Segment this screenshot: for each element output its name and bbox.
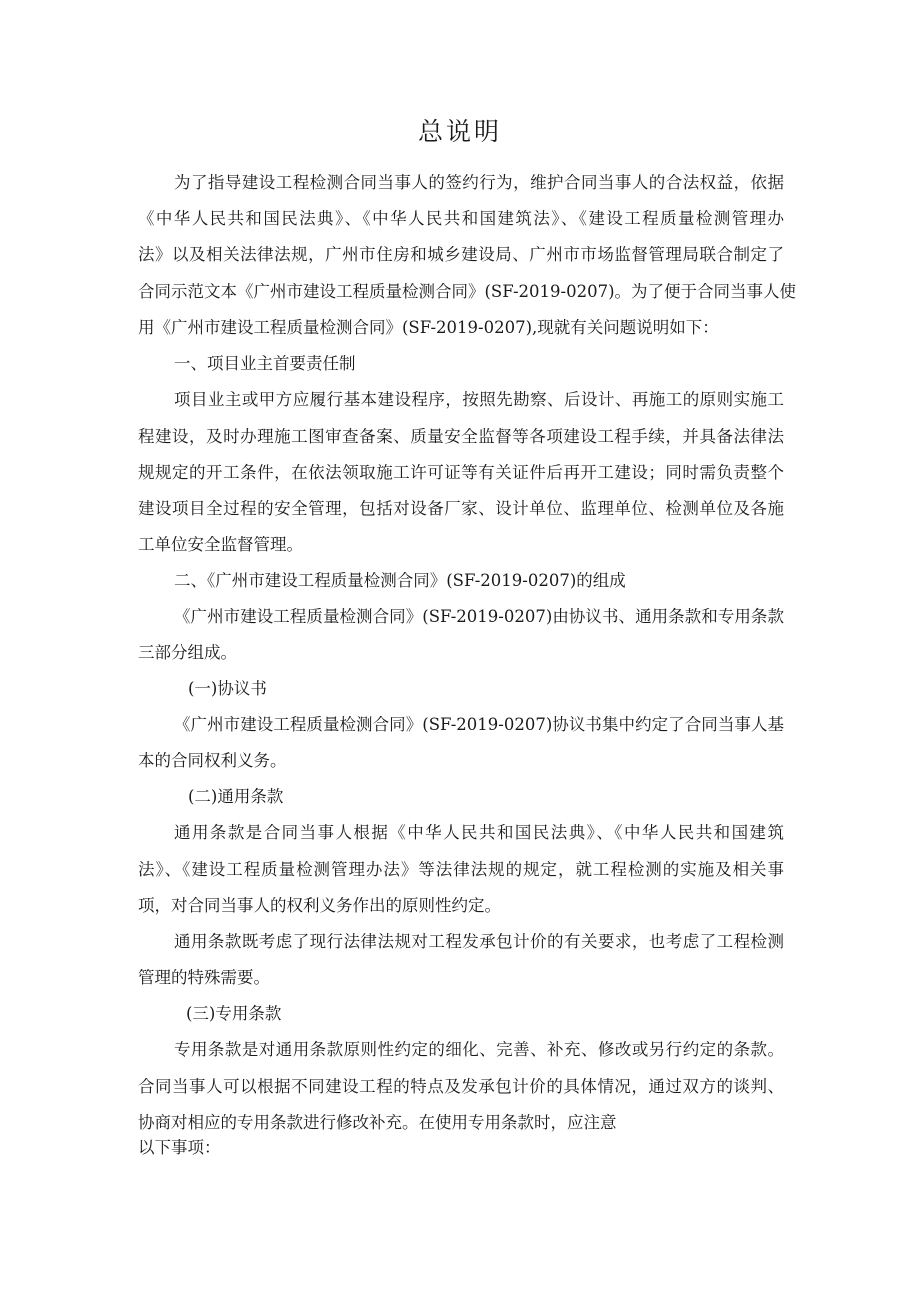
paragraph-line: 通用条款既考虑了现行法律法规对工程发承包计价的有关要求，也考虑了工程检测 — [174, 932, 784, 951]
paragraph-line: 法》以及相关法律法规，广州市住房和城乡建设局、广州市市场监督管理局联合制定了 — [138, 245, 784, 264]
paragraph-line: 以下事项： — [138, 1138, 221, 1157]
paragraph-line: 规规定的开工条件，在依法领取施工许可证等有关证件后再开工建设；同时需负责整个 — [138, 463, 784, 482]
paragraph-line: 合同示范文本《广州市建设工程质量检测合同》(SF-2019-0207)。为了便于合同当事人使 — [138, 282, 797, 301]
section-heading: 二、《广州市建设工程质量检测合同》(SF-2019-0207)的组成 — [174, 571, 626, 590]
paragraph-line: 《广州市建设工程质量检测合同》(SF-2019-0207)由协议书、通用条款和专用条款 — [174, 607, 784, 626]
paragraph-line: 用《广州市建设工程质量检测合同》(SF-2019-0207),现就有关问题说明如下： — [138, 318, 719, 337]
subsection-heading: (三)专用条款 — [186, 1004, 282, 1023]
paragraph-line: 三部分组成。 — [138, 643, 237, 662]
paragraph-line: 《广州市建设工程质量检测合同》(SF-2019-0207)协议书集中约定了合同当事人基 — [174, 715, 784, 734]
paragraph-line: 为了指导建设工程检测合同当事人的签约行为，维护合同当事人的合法权益，依据 — [174, 173, 784, 192]
paragraph-line: 工单位安全监督管理。 — [138, 535, 303, 554]
paragraph-line: 《中华人民共和国民法典》、《中华人民共和国建筑法》、《建设工程质量检测管理办 — [138, 209, 784, 228]
paragraph-line: 项，对合同当事人的权利义务作出的原则性约定。 — [138, 896, 501, 915]
paragraph-line: 程建设，及时办理施工图审查备案、质量安全监督等各项建设工程手续，并具备法律法 — [138, 427, 784, 446]
subsection-heading: (二)通用条款 — [188, 787, 284, 806]
paragraph-line: 通用条款是合同当事人根据《中华人民共和国民法典》、《中华人民共和国建筑 — [174, 823, 784, 842]
subsection-heading: (一)协议书 — [188, 679, 267, 698]
paragraph-line: 项目业主或甲方应履行基本建设程序，按照先勘察、后设计、再施工的原则实施工 — [174, 390, 784, 409]
paragraph-line: 协商对相应的专用条款进行修改补充。在使用专用条款时，应注意 — [138, 1113, 617, 1132]
paragraph-line: 建设项目全过程的安全管理，包括对设备厂家、设计单位、监理单位、检测单位及各施 — [138, 499, 784, 518]
paragraph-line: 管理的特殊需要。 — [138, 968, 270, 987]
paragraph-line: 合同当事人可以根据不同建设工程的特点及发承包计价的具体情况，通过双方的谈判、 — [138, 1077, 784, 1096]
paragraph-line: 法》、《建设工程质量检测管理办法》等法律法规的规定，就工程检测的实施及相关事 — [138, 860, 784, 879]
paragraph-line: 本的合同权利义务。 — [138, 751, 287, 770]
paragraph-line: 专用条款是对通用条款原则性约定的细化、完善、补充、修改或另行约定的条款。 — [174, 1040, 784, 1059]
document-title: 总说明 — [417, 117, 502, 146]
section-heading: 一、项目业主首要责任制 — [174, 354, 356, 373]
